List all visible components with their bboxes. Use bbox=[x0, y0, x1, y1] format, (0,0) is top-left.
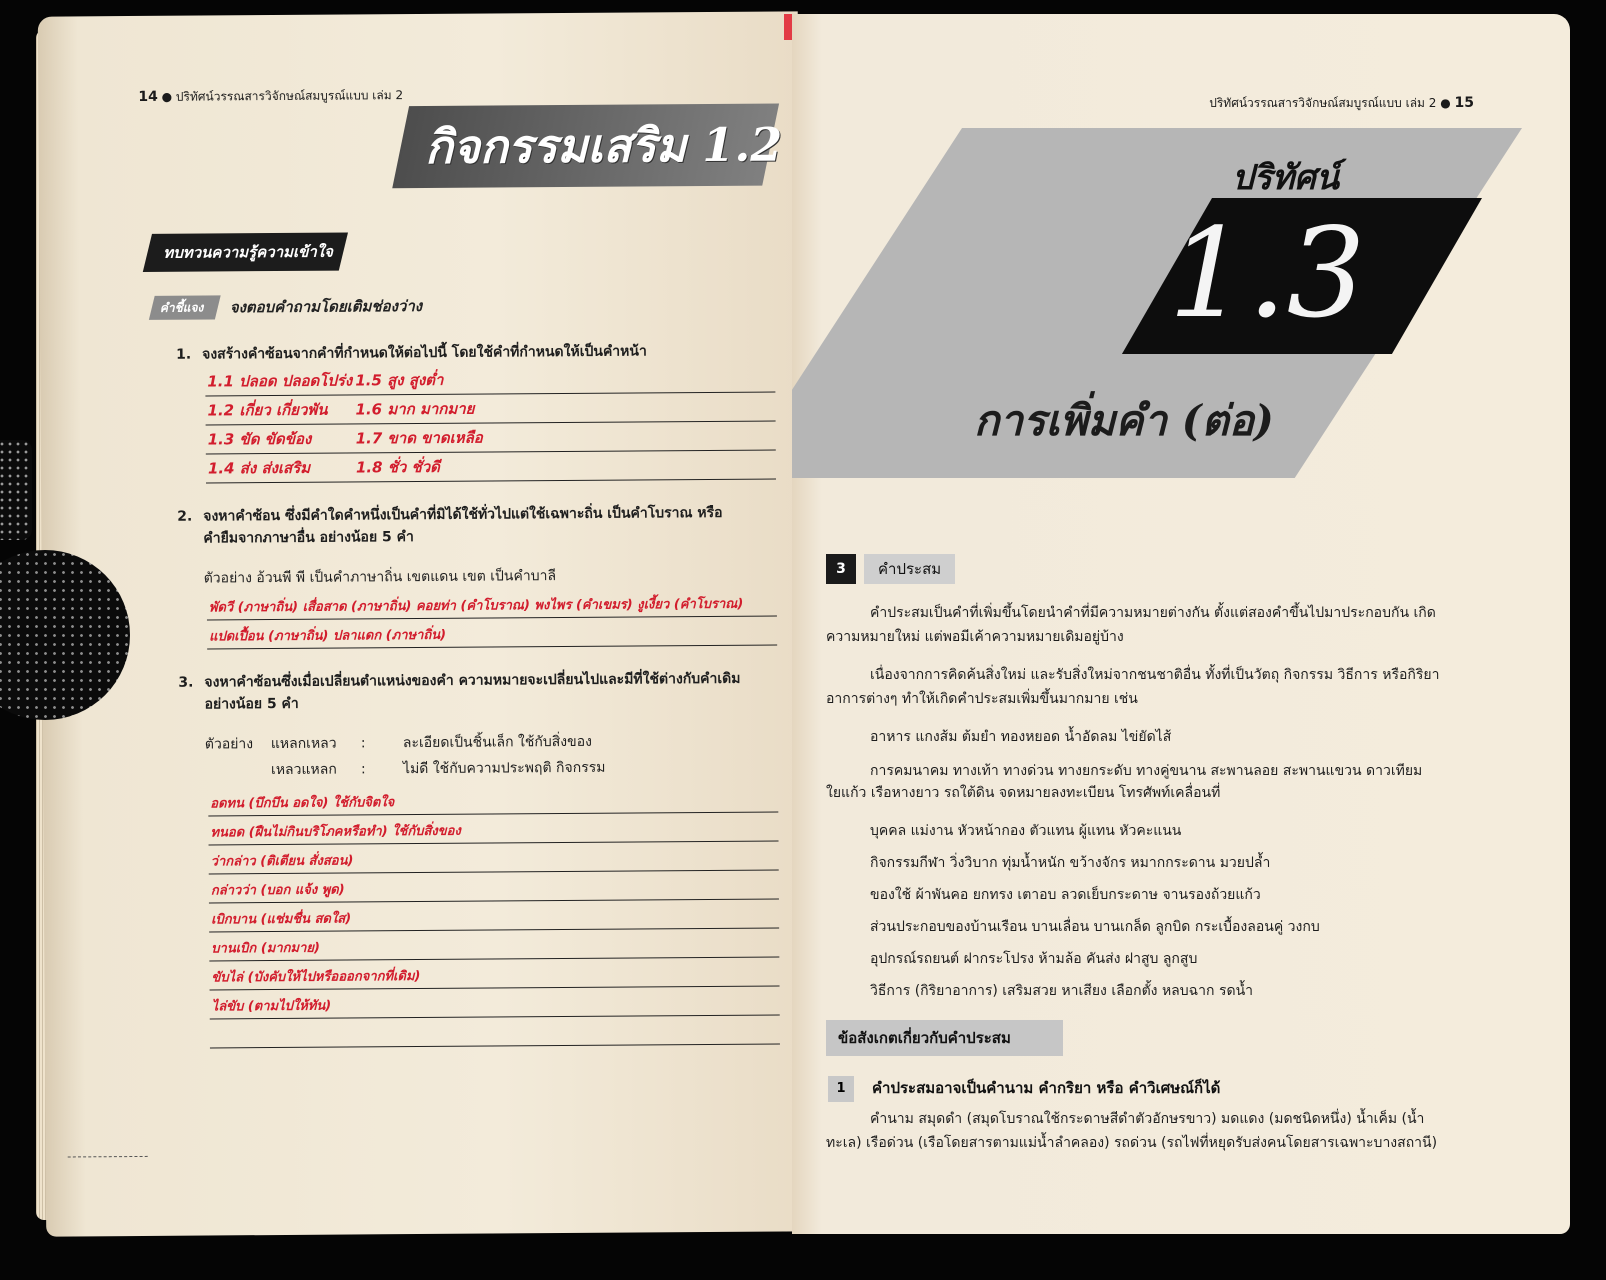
left-page-header: 14 ● ปริทัศน์วรรณสารวิจักษณ์สมบูรณ์แบบ เล่ม 2 bbox=[138, 88, 404, 105]
left-page-number: 14 bbox=[138, 88, 158, 105]
chapter-word: ปริทัศน์ bbox=[1232, 158, 1340, 198]
background-object bbox=[0, 440, 32, 540]
q3-answer-line: ว่ากล่าว (ติเตียน สั่งสอน) bbox=[209, 842, 779, 875]
q2-answer-line: แปดเปื้อน (ภาษาถิ่น) ปลาแดก (ภาษาถิ่น) bbox=[207, 617, 777, 650]
q3-example-meaning: ไม่ดี ใช้กับความประพฤติ กิจกรรม bbox=[402, 759, 606, 778]
example-item: กิจกรรมกีฬา วิ่งวิบาก ทุ่มน้ำหนัก ขว้างจักร หมากกระดาน มวยปล้ำ bbox=[870, 855, 1271, 871]
activity-title: กิจกรรมเสริม 1.2 bbox=[424, 117, 783, 174]
point-number: 1 bbox=[828, 1076, 854, 1102]
q3-answer-line bbox=[210, 1016, 780, 1049]
example-item: วิธีการ (กิริยาอาการ) เสริมสวย หาเสียง เลือกตั้ง หลบฉาก รดน้ำ bbox=[870, 983, 1254, 999]
review-tag: ทบทวนความรู้ความเข้าใจ bbox=[143, 233, 348, 272]
question-1: 1. จงสร้างคำซ้อนจากคำที่กำหนดให้ต่อไปนี้ โดยใช้คำที่กำหนดให้เป็นคำหน้า bbox=[176, 343, 647, 363]
paragraph-2-line-2: อาการต่างๆ ทำให้เกิดคำประสมเพิ่มขึ้นมากมาย เช่น bbox=[826, 691, 1138, 707]
right-page-header: ปริทัศน์วรรณสารวิจักษณ์สมบูรณ์แบบ เล่ม 2 ● 15 bbox=[1209, 95, 1474, 111]
example-item: การคมนาคม ทางเท้า ทางด่วน ทางยกระดับ ทางคู่ขนาน สะพานลอย สะพานแขวน ดาวเทียม bbox=[870, 763, 1423, 779]
q3-answer-line: อดทน (บึกบึน อดใจ) ใช้กับจิตใจ bbox=[208, 784, 778, 817]
q3-answer-line: ไล่ขับ (ตามไปให้ทัน) bbox=[210, 987, 780, 1020]
q3-example-colon: : bbox=[360, 761, 366, 778]
example-item: อาหาร แกงส้ม ต้มยำ ทองหยอด น้ำอัดลม ไข่ยัดไส้ bbox=[870, 729, 1172, 745]
chapter-subtitle: การเพิ่มคำ (ต่อ) bbox=[974, 396, 1274, 445]
right-page bbox=[792, 14, 1570, 1234]
example-item: อุปกรณ์รถยนต์ ฝากระโปรง ห้ามล้อ คันส่ง ฝาสูบ ลูกสูบ bbox=[870, 951, 1198, 967]
q2-example: ตัวอย่าง อ้วนพี พี เป็นคำภาษาถิ่น เขตแดน เขต เป็นคำบาลี bbox=[203, 568, 557, 587]
paragraph-2-line-1: เนื่องจากการคิดค้นสิ่งใหม่ และรับสิ่งใหม่จากชนชาติอื่น ทั้งที่เป็นวัตถุ กิจกรรม วิธีการ หรือกิริยา bbox=[870, 667, 1440, 683]
instruction-text: จงตอบคำถามโดยเติมช่องว่าง bbox=[229, 296, 423, 317]
instruction-tag: คำชี้แจง bbox=[149, 295, 221, 320]
section-number: 3 bbox=[826, 554, 856, 584]
note-heading: ข้อสังเกตเกี่ยวกับคำประสม bbox=[826, 1020, 1063, 1056]
paragraph-1-line-2: ความหมายใหม่ แต่พอมีเค้าความหมายเดิมอยู่บ้าง bbox=[826, 629, 1124, 645]
q1-answer-row: 1.1 ปลอด ปลอดโปร่ง 1.5 สูง สูงต่ำ bbox=[205, 364, 775, 397]
point-1-line-2: ทะเล) เรือด่วน (เรือโดยสารตามแม่น้ำลำคลอง) รถด่วน (รถไฟที่หยุดรับส่งคนโดยสารเฉพาะบางสถานี) bbox=[826, 1135, 1438, 1151]
left-book-title: ปริทัศน์วรรณสารวิจักษณ์สมบูรณ์แบบ เล่ม 2 bbox=[175, 88, 404, 104]
point-1-line-1: คำนาม สมุดดำ (สมุดโบราณใช้กระดาษสีดำตัวอักษรขาว) มดแดง (มดชนิดหนึ่ง) น้ำเค็ม (น้ำ bbox=[870, 1111, 1425, 1127]
q1-answer-row: 1.4 ส่ง ส่งเสริม 1.8 ชั่ว ชั่วดี bbox=[206, 451, 776, 484]
right-page-number: 15 bbox=[1454, 95, 1474, 111]
point-title: คำประสมอาจเป็นคำนาม คำกริยา หรือ คำวิเศษณ์ก็ได้ bbox=[872, 1079, 1221, 1097]
footer-dash bbox=[68, 1156, 148, 1158]
question-3: 3. จงหาคำซ้อนซึ่งเมื่อเปลี่ยนตำแหน่งของคำ ความหมายจะเปลี่ยนไปและมีที่ใช้ต่างกับคำเดิม อย่างน้อย 5 คำ bbox=[178, 670, 741, 713]
chapter-number: 1.3 bbox=[1168, 202, 1366, 346]
q3-example-label: ตัวอย่าง bbox=[204, 736, 254, 753]
example-item: บุคคล แม่งาน หัวหน้ากอง ตัวแทน ผู้แทน หัวคะแนน bbox=[870, 823, 1182, 839]
left-page bbox=[38, 11, 806, 1236]
paragraph-1-line-1: คำประสมเป็นคำที่เพิ่มขึ้นโดยนำคำที่มีความหมายต่างกัน ตั้งแต่สองคำขึ้นไปมาประกอบกัน เกิด bbox=[870, 605, 1436, 621]
q3-example-word: แหลกเหลว bbox=[270, 735, 337, 753]
q1-answer-row: 1.2 เกี่ยว เกี่ยวพัน 1.6 มาก มากมาย bbox=[205, 393, 775, 426]
example-item: ส่วนประกอบของบ้านเรือน บานเลื่อน บานเกล็ด ลูกบิด กระเบื้องลอนคู่ วงกบ bbox=[870, 919, 1320, 935]
q2-answer-line: พัดวี (ภาษาถิ่น) เสื่อสาด (ภาษาถิ่น) คอยท่า (คำโบราณ) พงไพร (คำเขมร) งูเงี้ยว (คำโบราณ) bbox=[207, 588, 777, 621]
q3-answer-line: บานเบิก (มากมาย) bbox=[209, 929, 779, 962]
example-item: ของใช้ ผ้าพันคอ ยกทรง เตาอบ ลวดเย็บกระดาษ จานรองถ้วยแก้ว bbox=[870, 887, 1261, 903]
q3-answer-line: กล่าวว่า (บอก แจ้ง พูด) bbox=[209, 871, 779, 904]
question-2: 2. จงหาคำซ้อน ซึ่งมีคำใดคำหนึ่งเป็นคำที่มิได้ใช้ทั่วไปแต่ใช้เฉพาะถิ่น เป็นคำโบราณ หรือ คำยืมจากภาษาอื่น อย่างน้อย 5 คำ bbox=[177, 504, 723, 547]
example-item-cont: ใยแก้ว เรือหางยาว รถใต้ดิน จดหมายลงทะเบียน โทรศัพท์เคลื่อนที่ bbox=[826, 785, 1221, 801]
q3-answer-line: ขับไล่ (บังคับให้ไปหรือออกจากที่เดิม) bbox=[209, 958, 779, 991]
q1-answer-row: 1.3 ขัด ขัดข้อง 1.7 ขาด ขาดเหลือ bbox=[206, 422, 776, 455]
q3-example-word: เหลวแหลก bbox=[270, 761, 337, 779]
q3-answer-line: เบิกบาน (แช่มชื่น สดใส) bbox=[209, 900, 779, 933]
section-label: คำประสม bbox=[864, 554, 955, 584]
q3-answer-line: ทนอด (ฝืนไม่กินบริโภคหรือทำ) ใช้กับสิ่งของ bbox=[208, 813, 778, 846]
right-book-title: ปริทัศน์วรรณสารวิจักษณ์สมบูรณ์แบบ เล่ม 2 bbox=[1209, 96, 1437, 110]
q3-example-colon: : bbox=[360, 735, 366, 752]
q3-example-meaning: ละเอียดเป็นชิ้นเล็ก ใช้กับสิ่งของ bbox=[402, 733, 592, 752]
